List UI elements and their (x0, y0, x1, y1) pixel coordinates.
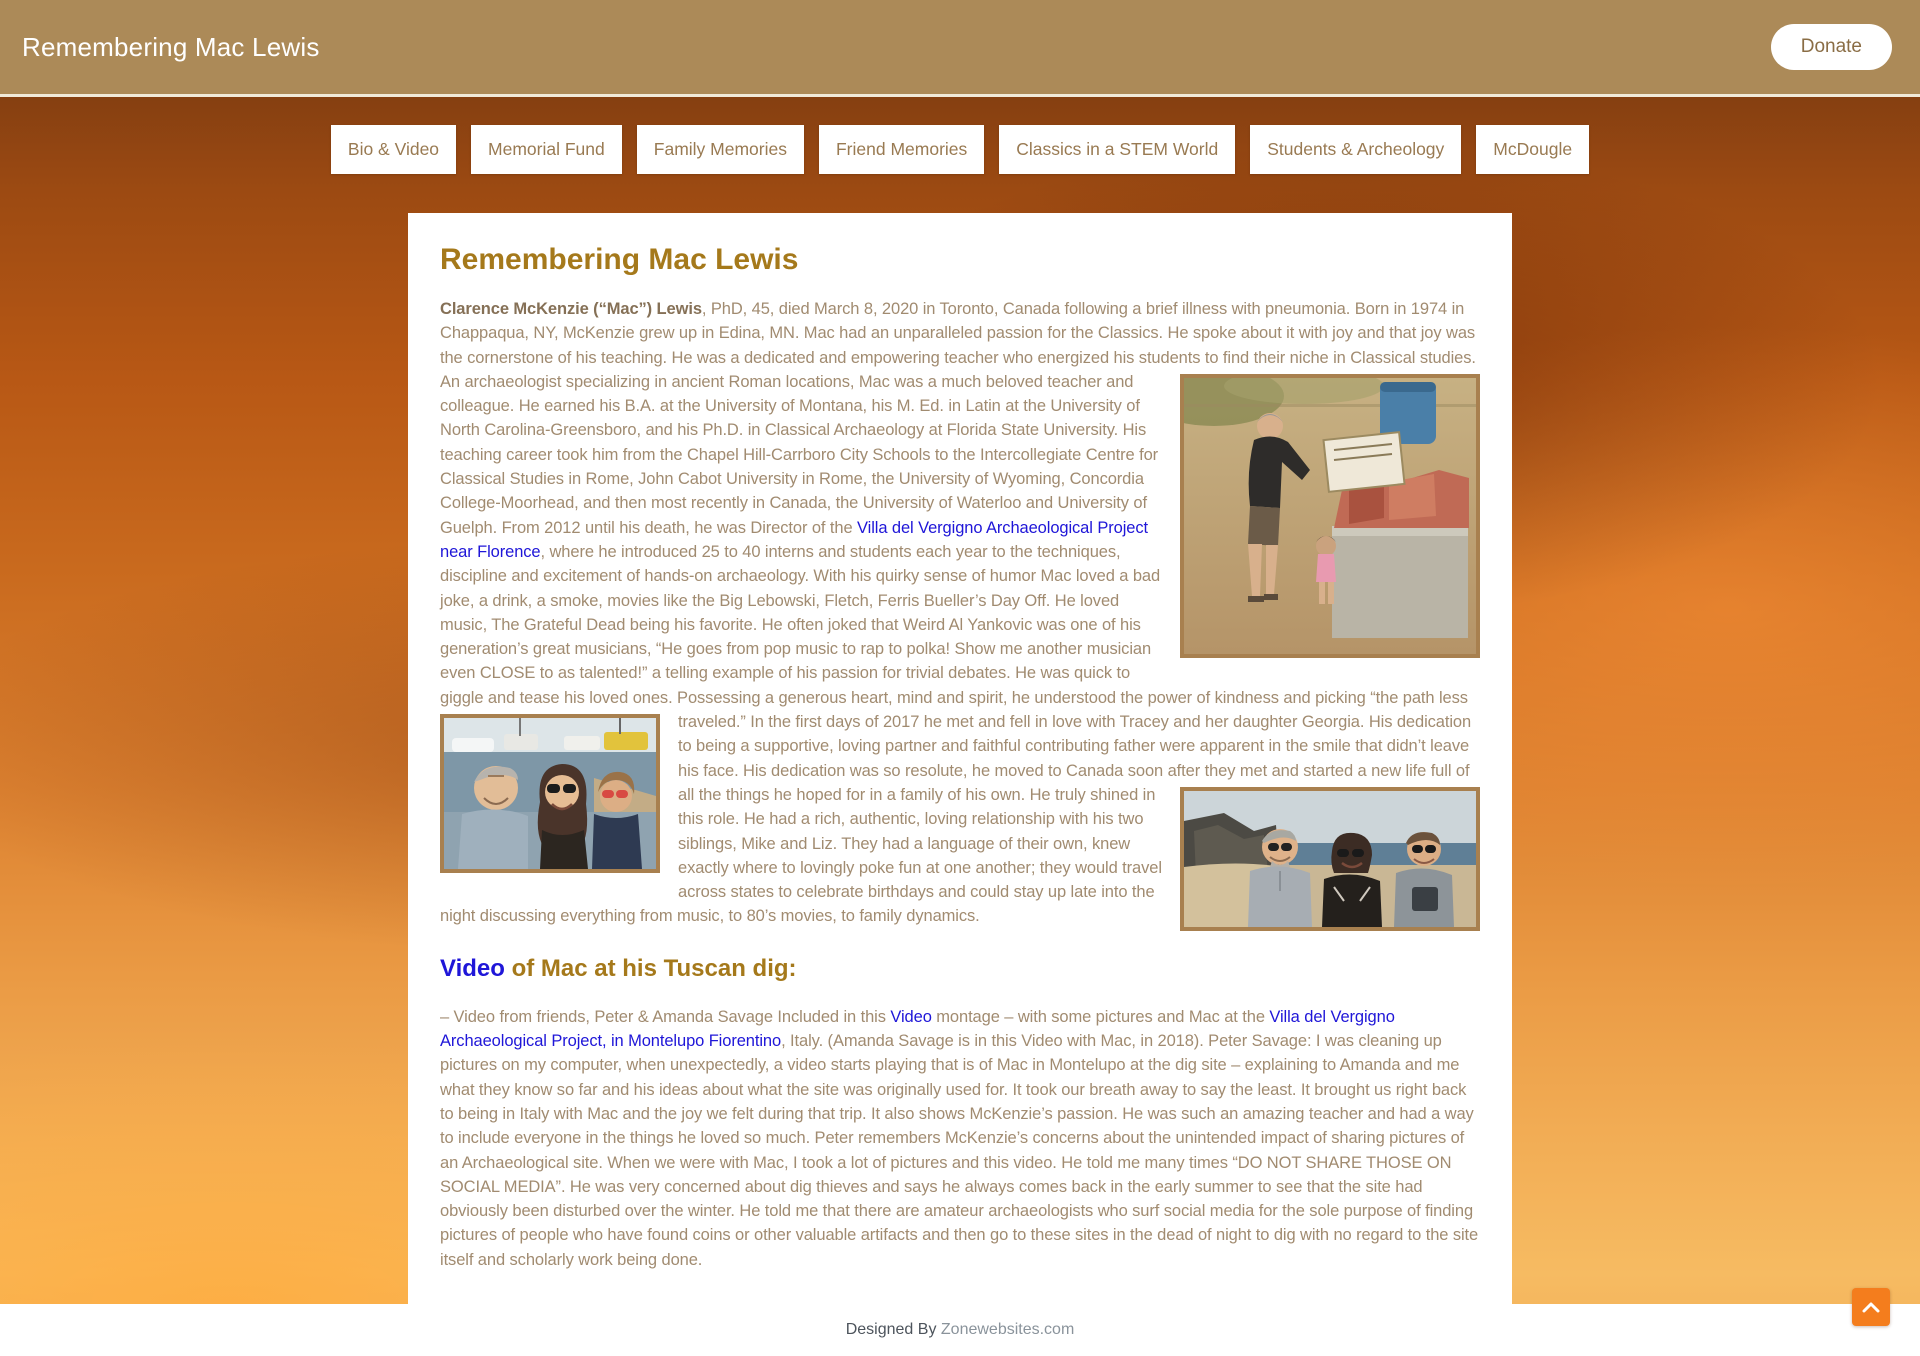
video-text: montage – with some pictures and Mac at the (931, 1007, 1270, 1026)
bio-lead-name: Clarence McKenzie (“Mac”) Lewis (440, 300, 702, 318)
content-card (408, 213, 1512, 1312)
video-heading-rest: of Mac at his Tuscan dig: (504, 954, 797, 982)
bio-text: hoped for in a family of his own. He truly shined in this role. He had a rich, authentic, loving relationship with his two siblings, Mike and Liz. They had a language of their own, knew exactly where to lovingly poke fun at one another; they would travel across states to celebrate birthdays and could stay up late into the night discussing everything from music, to 80’s movies, to family dynamics. (440, 785, 1162, 926)
villa-project-link[interactable]: Villa del Vergigno Archaeological Project near Florence (440, 518, 1148, 561)
nav-tab-students-archeology[interactable]: Students & Archeology (1250, 125, 1461, 174)
chevron-up-icon (1860, 1300, 1882, 1314)
page-title: Remembering Mac Lewis (440, 243, 799, 276)
villa-montelupo-link[interactable]: Villa del Vergigno Archaeological Project, in Montelupo Fiorentino (440, 1007, 1395, 1051)
nav-tab-mcdougle[interactable]: McDougle (1476, 125, 1589, 174)
bio-text: ancient Roman locations, Mac was a much beloved teacher and colleague. He earned his B.A. at the University of Montana, his M. Ed. in Latin at the University of North Carolina-Greensboro, and his Ph.D. in Classical Archaeology at Florida State University. His teaching career took him from the Chapel Hill-Carrboro City Schools to the Intercollegiate Centre for Classical Studies in Rome, John Cabot University in Rome, the University of Wyoming, Concordia College-Moorhead, and then most recently in Canada, the University of Waterloo and University of Guelph. From 2012 until his death, he was Director of the (440, 372, 1159, 537)
video-paragraph (440, 1005, 1480, 1272)
video-link[interactable]: Video (890, 1007, 932, 1026)
nav-tab-family-memories[interactable]: Family Memories (637, 125, 804, 174)
nav-tab-memorial-fund[interactable]: Memorial Fund (471, 125, 622, 174)
main-nav (0, 125, 1920, 174)
photo-family-harbor-art (444, 718, 656, 869)
photo-mac-at-dig-model (1180, 374, 1480, 658)
bio-text: , where he introduced 25 to 40 interns and students each year to the techniques, discipline and excitement of hands-on archaeology. With his quirky sense of humor Mac loved a bad joke, a drink, a smoke, movies like the Big Lebowski, Fletch, Ferris Bueller’s Day Off. He loved music, The Grateful Dead being his favorite. He often joked that Weird Al Yankovic was one of his generation’s great musicians, “He goes from pop music to rap to polka! Show me another musician even CLOSE to as talented!” a telling example of his passion for trivial debates. He was quick to giggle and tease his loved ones. Possessing a generous heart, mind and spirit, he understood the power of kindness and picking “the (440, 542, 1403, 707)
site-header (0, 0, 1920, 97)
video-text: – Video from friends, Peter & Amanda Savage Included in this (440, 1007, 891, 1026)
site-footer (0, 1304, 1920, 1356)
nav-tab-bio-video[interactable]: Bio & Video (331, 125, 456, 174)
bio-text: path less traveled.” In the first days of 2017 he met and fell in love with Tracey and her daughter Georgia. His dedication to being a supportive, loving partner and faithful contributing father were apparent in the smile that didn’t leave his face. His dedication was so resolute, he moved to Canada soon after they met and started a new life full of all the things he (678, 688, 1472, 804)
video-text: , Italy. (Amanda Savage is in this Video with Mac, in 2018). Peter Savage: I was cleaning up pictures on my computer, when unexpectedly, a video starts playing that is of Mac in Montelupo at the dig site – explaining to Amanda and me what they know so far and his ideas about what the site was originally used for. It took our breath away to say the least. It brought us right back to being in Italy with Mac and the joy we felt during that trip. It also shows McKenzie’s passion. He was such an amazing teacher and had a way to include everyone in the things he loved so much. Peter remembers McKenzie’s concerns about the unintended impact of sharing pictures of an Archaeological site. When we were with Mac, I took a lot of pictures and this video. He told me many times “DO NOT SHARE THOSE ON SOCIAL MEDIA”. He was very concerned about dig thieves and says he always comes back in the early summer to see that the site had obviously been disturbed over the winter. He told me that there are amateur archaeologists who surf social media for the sole purpose of finding pictures of people who have found coins or other valuable artifacts and then go to these sites in the dead of night to dig with no regard to the site itself and scholarly work being done. (440, 1032, 1479, 1269)
video-section-title (440, 955, 1480, 983)
zonewebsites-link[interactable]: Zonewebsites.com (940, 1321, 1075, 1338)
nav-tab-friend-memories[interactable]: Friend Memories (819, 125, 984, 174)
footer-credit-text: Designed By (845, 1321, 937, 1338)
bio-paragraph (440, 297, 1480, 929)
nav-tab-classics-stem[interactable]: Classics in a STEM World (999, 125, 1235, 174)
donate-button[interactable]: Donate (1771, 24, 1892, 70)
scroll-to-top-button[interactable] (1852, 1288, 1890, 1326)
photo-siblings-beach (1180, 787, 1480, 931)
photo-mac-at-dig-model-art (1184, 378, 1476, 654)
bio-text: , PhD, 45, died March 8, 2020 in Toronto, Canada following a brief illness with pneumonia. Born in 1974 in Chappaqua, NY, McKenzie grew up in Edina, MN. Mac had an unparalleled passion for the Classics. He spoke about it with joy and that joy was the cornerstone of his teaching. He was a dedicated and empowering teacher who energized his students to find their niche in Classical studies. An archaeologist specializing in (440, 300, 1476, 391)
photo-siblings-beach-art (1184, 791, 1476, 927)
photo-family-harbor (440, 714, 660, 873)
site-title: Remembering Mac Lewis (22, 31, 320, 62)
video-heading-link[interactable]: Video (440, 954, 505, 982)
